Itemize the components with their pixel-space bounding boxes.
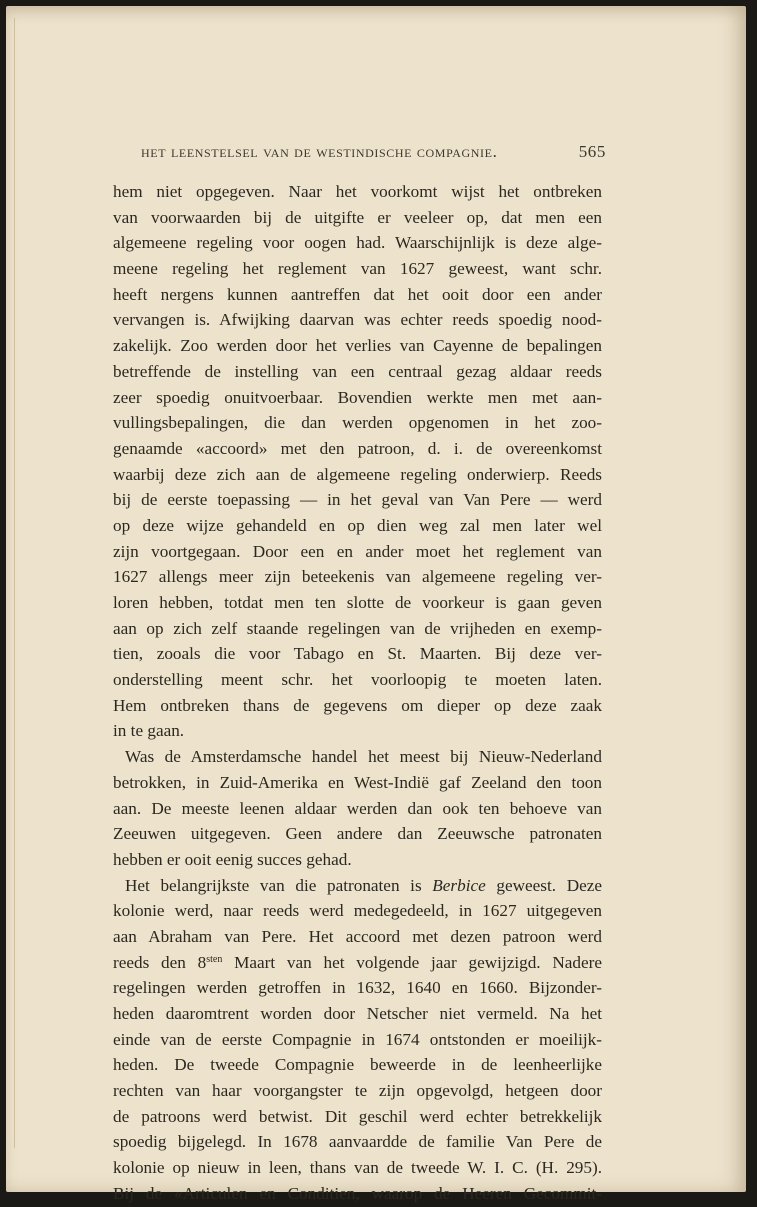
text-line: waarbij deze zich aan de algemeene regeling onderwierp. Reeds (113, 464, 602, 484)
text-line: kolonie werd, naar reeds werd medegedeeld, in 1627 uitgegeven (113, 901, 602, 921)
text-line: zeer spoedig onuitvoerbaar. Bovendien werkte men met aan- (113, 387, 602, 407)
text-line: op deze wijze gehandeld en op dien weg zal men later wel (113, 515, 602, 535)
text-line: heden daaromtrent worden door Netscher niet vermeld. Na het (113, 1004, 602, 1023)
text-line: Zeeuwen uitgegeven. Geen andere dan Zeeuwsche patronaten (113, 824, 602, 844)
text-line: loren hebben, totdat men ten slotte de voorkeur is gaan geven (113, 593, 602, 612)
text-line: algemeene regeling voor oogen had. Waarschijnlijk is deze alge- (113, 233, 602, 253)
text-line (113, 950, 602, 976)
text-fragment: reeds den 8 (113, 952, 207, 972)
text-line: van voorwaarden bij de uitgifte er veeleer op, dat men een (113, 207, 602, 227)
text-line: betreffende de instelling van een centraal gezag aldaar reeds (113, 361, 602, 381)
text-line (113, 873, 602, 899)
text-line: heden. De tweede Compagnie beweerde in de leenheerlijke (113, 1055, 602, 1075)
body-text (113, 179, 602, 1207)
running-head (141, 142, 606, 162)
text-line: vervangen is. Afwijking daarvan was echter reeds spoedig nood- (113, 310, 602, 330)
text-line: aan Abraham van Pere. Het accoord met dezen patroon werd (113, 926, 602, 946)
text-line: Bij de «Articulen en Conditien, waarop de Heeren Gecommit- (113, 1183, 602, 1203)
text-fragment: geweest. Deze (485, 875, 602, 895)
text-line: genaamde «accoord» met den patroon, d. i. de overeenkomst (113, 438, 602, 458)
text-line: meene regeling het reglement van 1627 geweest, want schr. (113, 259, 602, 279)
text-line: 1627 allengs meer zijn beteekenis van algemeene regeling ver- (113, 567, 602, 587)
text-line: kolonie op nieuw in leen, thans van de tweede W. I. C. (H. 295). (113, 1158, 602, 1178)
text-line: hem niet opgegeven. Naar het voorkomt wijst het ontbreken (113, 182, 602, 201)
text-line: betrokken, in Zuid-Amerika en West-Indië gaf Zeeland den toon (113, 772, 602, 792)
text-line: heeft nergens kunnen aantreffen dat het ooit door een ander (113, 284, 602, 304)
text-line: vullingsbepalingen, die dan werden opgenomen in het zoo- (113, 413, 602, 433)
paragraph-2 (113, 744, 602, 872)
text-fragment: Het belangrijkste van die patronaten is (125, 875, 433, 895)
text-line: hebben er ooit eenig succes gehad. (113, 849, 352, 869)
book-page (6, 6, 746, 1203)
text-line: bij de eerste toepassing — in het geval van Van Pere — werd (113, 490, 602, 510)
paragraph-1 (113, 179, 602, 744)
text-line: onderstelling meent schr. het voorloopig te moeten laten. (113, 670, 602, 690)
running-head-title: het leenstelsel van de westindische compagnie. (141, 142, 498, 161)
text-line: in te gaan. (113, 721, 185, 741)
text-line: zakelijk. Zoo werden door het verlies van Cayenne de bepalingen (113, 336, 602, 356)
text-line: regelingen werden getroffen in 1632, 1640 en 1660. Bijzonder- (113, 978, 602, 998)
page-number: 565 (578, 142, 606, 161)
text-fragment: Maart van het volgende jaar gewijzigd. Nadere (222, 952, 602, 972)
text-line: Was de Amsterdamsche handel het meest bij Nieuw-Nederland (125, 747, 602, 767)
text-line: aan. De meeste leenen aldaar werden dan ook ten behoeve van (113, 798, 602, 818)
text-line: aan op zich zelf staande regelingen van de vrijheden en exemp- (113, 618, 602, 638)
paragraph-3 (113, 873, 602, 1207)
superscript: sten (206, 953, 223, 965)
text-line: zijn voortgegaan. Door een en ander moet het reglement van (113, 541, 602, 561)
italic-term-berbice: Berbice (432, 875, 486, 895)
page-edge-shadow (14, 18, 15, 1148)
text-line: rechten van haar voorgangster te zijn opgevolgd, hetgeen door (113, 1081, 602, 1101)
text-line: spoedig bijgelegd. In 1678 aanvaardde de familie Van Pere de (113, 1132, 602, 1152)
text-line: tien, zooals die voor Tabago en St. Maarten. Bij deze ver- (113, 644, 602, 664)
text-line: einde van de eerste Compagnie in 1674 ontstonden er moeilijk- (113, 1029, 602, 1049)
text-line: Hem ontbreken thans de gegevens om dieper op deze zaak (113, 695, 602, 715)
text-line: de patroons werd betwist. Dit geschil werd echter betrekkelijk (113, 1106, 602, 1126)
